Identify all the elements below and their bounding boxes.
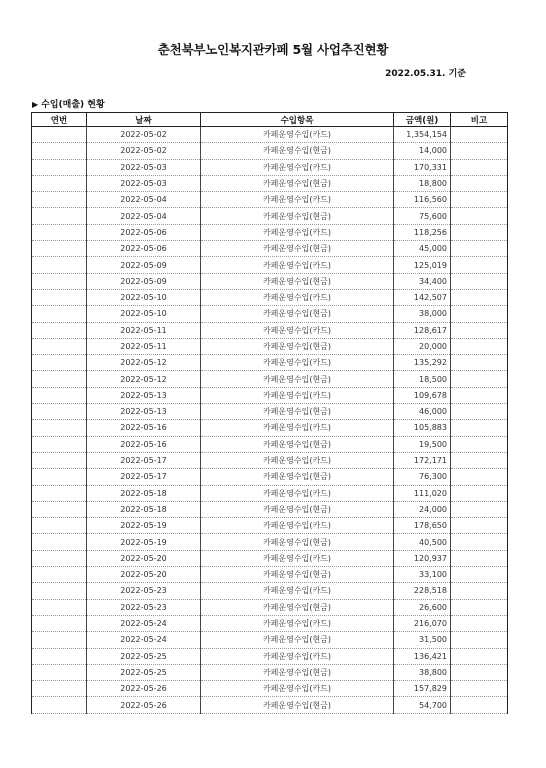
cell-note bbox=[451, 436, 508, 452]
table-row bbox=[32, 322, 508, 338]
cell-amount: 38,000 bbox=[394, 306, 451, 322]
cell-note bbox=[451, 273, 508, 289]
cell-item: 카페운영수입(카드) bbox=[201, 224, 394, 240]
cell-note bbox=[451, 452, 508, 468]
cell-amount: 54,700 bbox=[394, 697, 451, 713]
cell-note bbox=[451, 143, 508, 159]
cell-year bbox=[32, 501, 87, 517]
cell-note bbox=[451, 387, 508, 403]
cell-date: 2022-05-09 bbox=[87, 257, 201, 273]
cell-amount: 120,937 bbox=[394, 550, 451, 566]
cell-note bbox=[451, 664, 508, 680]
cell-amount: 31,500 bbox=[394, 632, 451, 648]
cell-year bbox=[32, 534, 87, 550]
table-row bbox=[32, 387, 508, 403]
cell-date: 2022-05-26 bbox=[87, 681, 201, 697]
cell-date: 2022-05-18 bbox=[87, 485, 201, 501]
cell-date: 2022-05-20 bbox=[87, 567, 201, 583]
cell-item: 카페운영수입(현금) bbox=[201, 469, 394, 485]
table-row bbox=[32, 485, 508, 501]
cell-date: 2022-05-12 bbox=[87, 355, 201, 371]
cell-year bbox=[32, 175, 87, 191]
cell-amount: 33,100 bbox=[394, 567, 451, 583]
cell-item: 카페운영수입(카드) bbox=[201, 257, 394, 273]
cell-item: 카페운영수입(현금) bbox=[201, 697, 394, 713]
table-row bbox=[32, 371, 508, 387]
cell-item: 카페운영수입(카드) bbox=[201, 583, 394, 599]
cell-note bbox=[451, 681, 508, 697]
cell-date: 2022-05-19 bbox=[87, 518, 201, 534]
cell-date: 2022-05-12 bbox=[87, 371, 201, 387]
cell-date: 2022-05-17 bbox=[87, 452, 201, 468]
cell-year bbox=[32, 420, 87, 436]
cell-year bbox=[32, 632, 87, 648]
cell-item: 카페운영수입(카드) bbox=[201, 518, 394, 534]
table-row bbox=[32, 420, 508, 436]
cell-amount: 46,000 bbox=[394, 404, 451, 420]
cell-amount: 136,421 bbox=[394, 648, 451, 664]
cell-date: 2022-05-06 bbox=[87, 224, 201, 240]
cell-year bbox=[32, 143, 87, 159]
table-row bbox=[32, 257, 508, 273]
cell-amount: 105,883 bbox=[394, 420, 451, 436]
cell-amount: 116,560 bbox=[394, 192, 451, 208]
cell-date: 2022-05-23 bbox=[87, 583, 201, 599]
cell-note bbox=[451, 289, 508, 305]
cell-item: 카페운영수입(카드) bbox=[201, 420, 394, 436]
table-row bbox=[32, 208, 508, 224]
cell-note bbox=[451, 550, 508, 566]
cell-item: 카페운영수입(카드) bbox=[201, 322, 394, 338]
cell-item: 카페운영수입(현금) bbox=[201, 338, 394, 354]
cell-note bbox=[451, 355, 508, 371]
cell-note bbox=[451, 599, 508, 615]
cell-item: 카페운영수입(카드) bbox=[201, 127, 394, 143]
table-row bbox=[32, 192, 508, 208]
cell-note bbox=[451, 567, 508, 583]
cell-note bbox=[451, 306, 508, 322]
cell-year bbox=[32, 355, 87, 371]
cell-amount: 75,600 bbox=[394, 208, 451, 224]
cell-item: 카페운영수입(현금) bbox=[201, 664, 394, 680]
cell-date: 2022-05-11 bbox=[87, 338, 201, 354]
cell-date: 2022-05-09 bbox=[87, 273, 201, 289]
cell-year bbox=[32, 615, 87, 631]
cell-item: 카페운영수입(카드) bbox=[201, 355, 394, 371]
cell-date: 2022-05-19 bbox=[87, 534, 201, 550]
cell-note bbox=[451, 648, 508, 664]
cell-date: 2022-05-13 bbox=[87, 387, 201, 403]
cell-amount: 135,292 bbox=[394, 355, 451, 371]
triangle-marker-icon: ▶ bbox=[32, 100, 39, 109]
cell-year bbox=[32, 469, 87, 485]
cell-date: 2022-05-16 bbox=[87, 420, 201, 436]
table-row bbox=[32, 452, 508, 468]
cell-year bbox=[32, 322, 87, 338]
table-row bbox=[32, 632, 508, 648]
cell-year bbox=[32, 338, 87, 354]
cell-note bbox=[451, 371, 508, 387]
page-title: 춘천북부노인복지관카페 5월 사업추진현황 bbox=[157, 42, 389, 57]
table-row bbox=[32, 143, 508, 159]
cell-item: 카페운영수입(카드) bbox=[201, 289, 394, 305]
cell-amount: 1,354,154 bbox=[394, 127, 451, 143]
cell-item: 카페운영수입(현금) bbox=[201, 371, 394, 387]
table-row bbox=[32, 567, 508, 583]
table-row bbox=[32, 338, 508, 354]
cell-item: 카페운영수입(현금) bbox=[201, 208, 394, 224]
cell-note bbox=[451, 485, 508, 501]
cell-year bbox=[32, 241, 87, 257]
cell-amount: 125,019 bbox=[394, 257, 451, 273]
cell-note bbox=[451, 241, 508, 257]
cell-note bbox=[451, 192, 508, 208]
table-row bbox=[32, 469, 508, 485]
cell-item: 카페운영수입(카드) bbox=[201, 681, 394, 697]
cell-year bbox=[32, 485, 87, 501]
section-heading bbox=[32, 97, 105, 110]
cell-item: 카페운영수입(카드) bbox=[201, 615, 394, 631]
cell-date: 2022-05-16 bbox=[87, 436, 201, 452]
table-row bbox=[32, 648, 508, 664]
cell-year bbox=[32, 159, 87, 175]
cell-date: 2022-05-03 bbox=[87, 159, 201, 175]
cell-item: 카페운영수입(현금) bbox=[201, 567, 394, 583]
cell-year bbox=[32, 664, 87, 680]
revenue-table bbox=[31, 112, 508, 714]
table-row bbox=[32, 583, 508, 599]
header-item: 수입항목 bbox=[201, 113, 394, 127]
table-row bbox=[32, 550, 508, 566]
cell-year bbox=[32, 208, 87, 224]
cell-amount: 216,070 bbox=[394, 615, 451, 631]
table-row bbox=[32, 355, 508, 371]
cell-year bbox=[32, 599, 87, 615]
cell-amount: 109,678 bbox=[394, 387, 451, 403]
cell-amount: 20,000 bbox=[394, 338, 451, 354]
cell-note bbox=[451, 518, 508, 534]
header-amount: 금액(원) bbox=[394, 113, 451, 127]
cell-year bbox=[32, 289, 87, 305]
table-header-row bbox=[32, 113, 508, 127]
cell-date: 2022-05-13 bbox=[87, 404, 201, 420]
cell-amount: 178,650 bbox=[394, 518, 451, 534]
table-row bbox=[32, 599, 508, 615]
cell-note bbox=[451, 615, 508, 631]
cell-note bbox=[451, 322, 508, 338]
cell-date: 2022-05-03 bbox=[87, 175, 201, 191]
cell-item: 카페운영수입(현금) bbox=[201, 241, 394, 257]
cell-date: 2022-05-26 bbox=[87, 697, 201, 713]
cell-item: 카페운영수입(카드) bbox=[201, 452, 394, 468]
cell-year bbox=[32, 518, 87, 534]
cell-item: 카페운영수입(현금) bbox=[201, 175, 394, 191]
cell-note bbox=[451, 404, 508, 420]
cell-amount: 18,800 bbox=[394, 175, 451, 191]
table-row bbox=[32, 404, 508, 420]
table-row bbox=[32, 127, 508, 143]
table-row bbox=[32, 306, 508, 322]
table-body bbox=[32, 127, 508, 714]
section-heading-label: 수입(매출) 현황 bbox=[41, 100, 105, 110]
cell-year bbox=[32, 681, 87, 697]
cell-date: 2022-05-10 bbox=[87, 306, 201, 322]
cell-item: 카페운영수입(카드) bbox=[201, 485, 394, 501]
table-row bbox=[32, 224, 508, 240]
cell-year bbox=[32, 436, 87, 452]
cell-item: 카페운영수입(카드) bbox=[201, 648, 394, 664]
cell-year bbox=[32, 697, 87, 713]
cell-note bbox=[451, 159, 508, 175]
cell-year bbox=[32, 306, 87, 322]
cell-year bbox=[32, 583, 87, 599]
cell-item: 카페운영수입(카드) bbox=[201, 550, 394, 566]
cell-date: 2022-05-04 bbox=[87, 192, 201, 208]
cell-amount: 157,829 bbox=[394, 681, 451, 697]
header-date: 날짜 bbox=[87, 113, 201, 127]
cell-year bbox=[32, 192, 87, 208]
cell-amount: 76,300 bbox=[394, 469, 451, 485]
header-year: 연번 bbox=[32, 113, 87, 127]
cell-item: 카페운영수입(현금) bbox=[201, 404, 394, 420]
cell-item: 카페운영수입(현금) bbox=[201, 143, 394, 159]
table-row bbox=[32, 697, 508, 713]
cell-item: 카페운영수입(현금) bbox=[201, 273, 394, 289]
cell-amount: 18,500 bbox=[394, 371, 451, 387]
cell-amount: 26,600 bbox=[394, 599, 451, 615]
cell-date: 2022-05-02 bbox=[87, 143, 201, 159]
cell-note bbox=[451, 632, 508, 648]
cell-amount: 45,000 bbox=[394, 241, 451, 257]
cell-amount: 111,020 bbox=[394, 485, 451, 501]
cell-year bbox=[32, 273, 87, 289]
cell-item: 카페운영수입(현금) bbox=[201, 501, 394, 517]
cell-item: 카페운영수입(현금) bbox=[201, 534, 394, 550]
cell-date: 2022-05-10 bbox=[87, 289, 201, 305]
table-row bbox=[32, 518, 508, 534]
cell-amount: 128,617 bbox=[394, 322, 451, 338]
cell-date: 2022-05-17 bbox=[87, 469, 201, 485]
cell-note bbox=[451, 175, 508, 191]
table-row bbox=[32, 436, 508, 452]
cell-note bbox=[451, 420, 508, 436]
cell-amount: 14,000 bbox=[394, 143, 451, 159]
cell-item: 카페운영수입(현금) bbox=[201, 632, 394, 648]
cell-note bbox=[451, 224, 508, 240]
table-row bbox=[32, 159, 508, 175]
table-row bbox=[32, 534, 508, 550]
cell-year bbox=[32, 567, 87, 583]
cell-note bbox=[451, 338, 508, 354]
cell-date: 2022-05-25 bbox=[87, 664, 201, 680]
cell-amount: 38,800 bbox=[394, 664, 451, 680]
table-row bbox=[32, 273, 508, 289]
cell-date: 2022-05-24 bbox=[87, 632, 201, 648]
cell-date: 2022-05-24 bbox=[87, 615, 201, 631]
cell-amount: 40,500 bbox=[394, 534, 451, 550]
cell-year bbox=[32, 257, 87, 273]
cell-date: 2022-05-23 bbox=[87, 599, 201, 615]
cell-item: 카페운영수입(카드) bbox=[201, 159, 394, 175]
cell-amount: 24,000 bbox=[394, 501, 451, 517]
cell-year bbox=[32, 371, 87, 387]
table-row bbox=[32, 289, 508, 305]
cell-year bbox=[32, 224, 87, 240]
cell-item: 카페운영수입(카드) bbox=[201, 192, 394, 208]
cell-year bbox=[32, 550, 87, 566]
reference-date: 2022.05.31. 기준 bbox=[385, 69, 466, 79]
cell-item: 카페운영수입(현금) bbox=[201, 436, 394, 452]
table-row bbox=[32, 615, 508, 631]
cell-amount: 19,500 bbox=[394, 436, 451, 452]
cell-amount: 118,256 bbox=[394, 224, 451, 240]
cell-note bbox=[451, 127, 508, 143]
cell-year bbox=[32, 387, 87, 403]
cell-note bbox=[451, 697, 508, 713]
cell-amount: 170,331 bbox=[394, 159, 451, 175]
cell-year bbox=[32, 452, 87, 468]
cell-date: 2022-05-11 bbox=[87, 322, 201, 338]
cell-year bbox=[32, 648, 87, 664]
cell-date: 2022-05-04 bbox=[87, 208, 201, 224]
table-row bbox=[32, 241, 508, 257]
cell-date: 2022-05-02 bbox=[87, 127, 201, 143]
cell-item: 카페운영수입(현금) bbox=[201, 599, 394, 615]
cell-date: 2022-05-20 bbox=[87, 550, 201, 566]
cell-date: 2022-05-25 bbox=[87, 648, 201, 664]
cell-note bbox=[451, 469, 508, 485]
table-row bbox=[32, 501, 508, 517]
table-row bbox=[32, 664, 508, 680]
cell-date: 2022-05-06 bbox=[87, 241, 201, 257]
cell-year bbox=[32, 404, 87, 420]
cell-note bbox=[451, 257, 508, 273]
table-row bbox=[32, 681, 508, 697]
cell-year bbox=[32, 127, 87, 143]
table-row bbox=[32, 175, 508, 191]
cell-note bbox=[451, 208, 508, 224]
cell-date: 2022-05-18 bbox=[87, 501, 201, 517]
cell-note bbox=[451, 534, 508, 550]
cell-amount: 172,171 bbox=[394, 452, 451, 468]
cell-note bbox=[451, 583, 508, 599]
cell-amount: 34,400 bbox=[394, 273, 451, 289]
cell-amount: 228,518 bbox=[394, 583, 451, 599]
cell-note bbox=[451, 501, 508, 517]
header-note: 비고 bbox=[451, 113, 508, 127]
cell-item: 카페운영수입(카드) bbox=[201, 387, 394, 403]
cell-item: 카페운영수입(현금) bbox=[201, 306, 394, 322]
cell-amount: 142,507 bbox=[394, 289, 451, 305]
